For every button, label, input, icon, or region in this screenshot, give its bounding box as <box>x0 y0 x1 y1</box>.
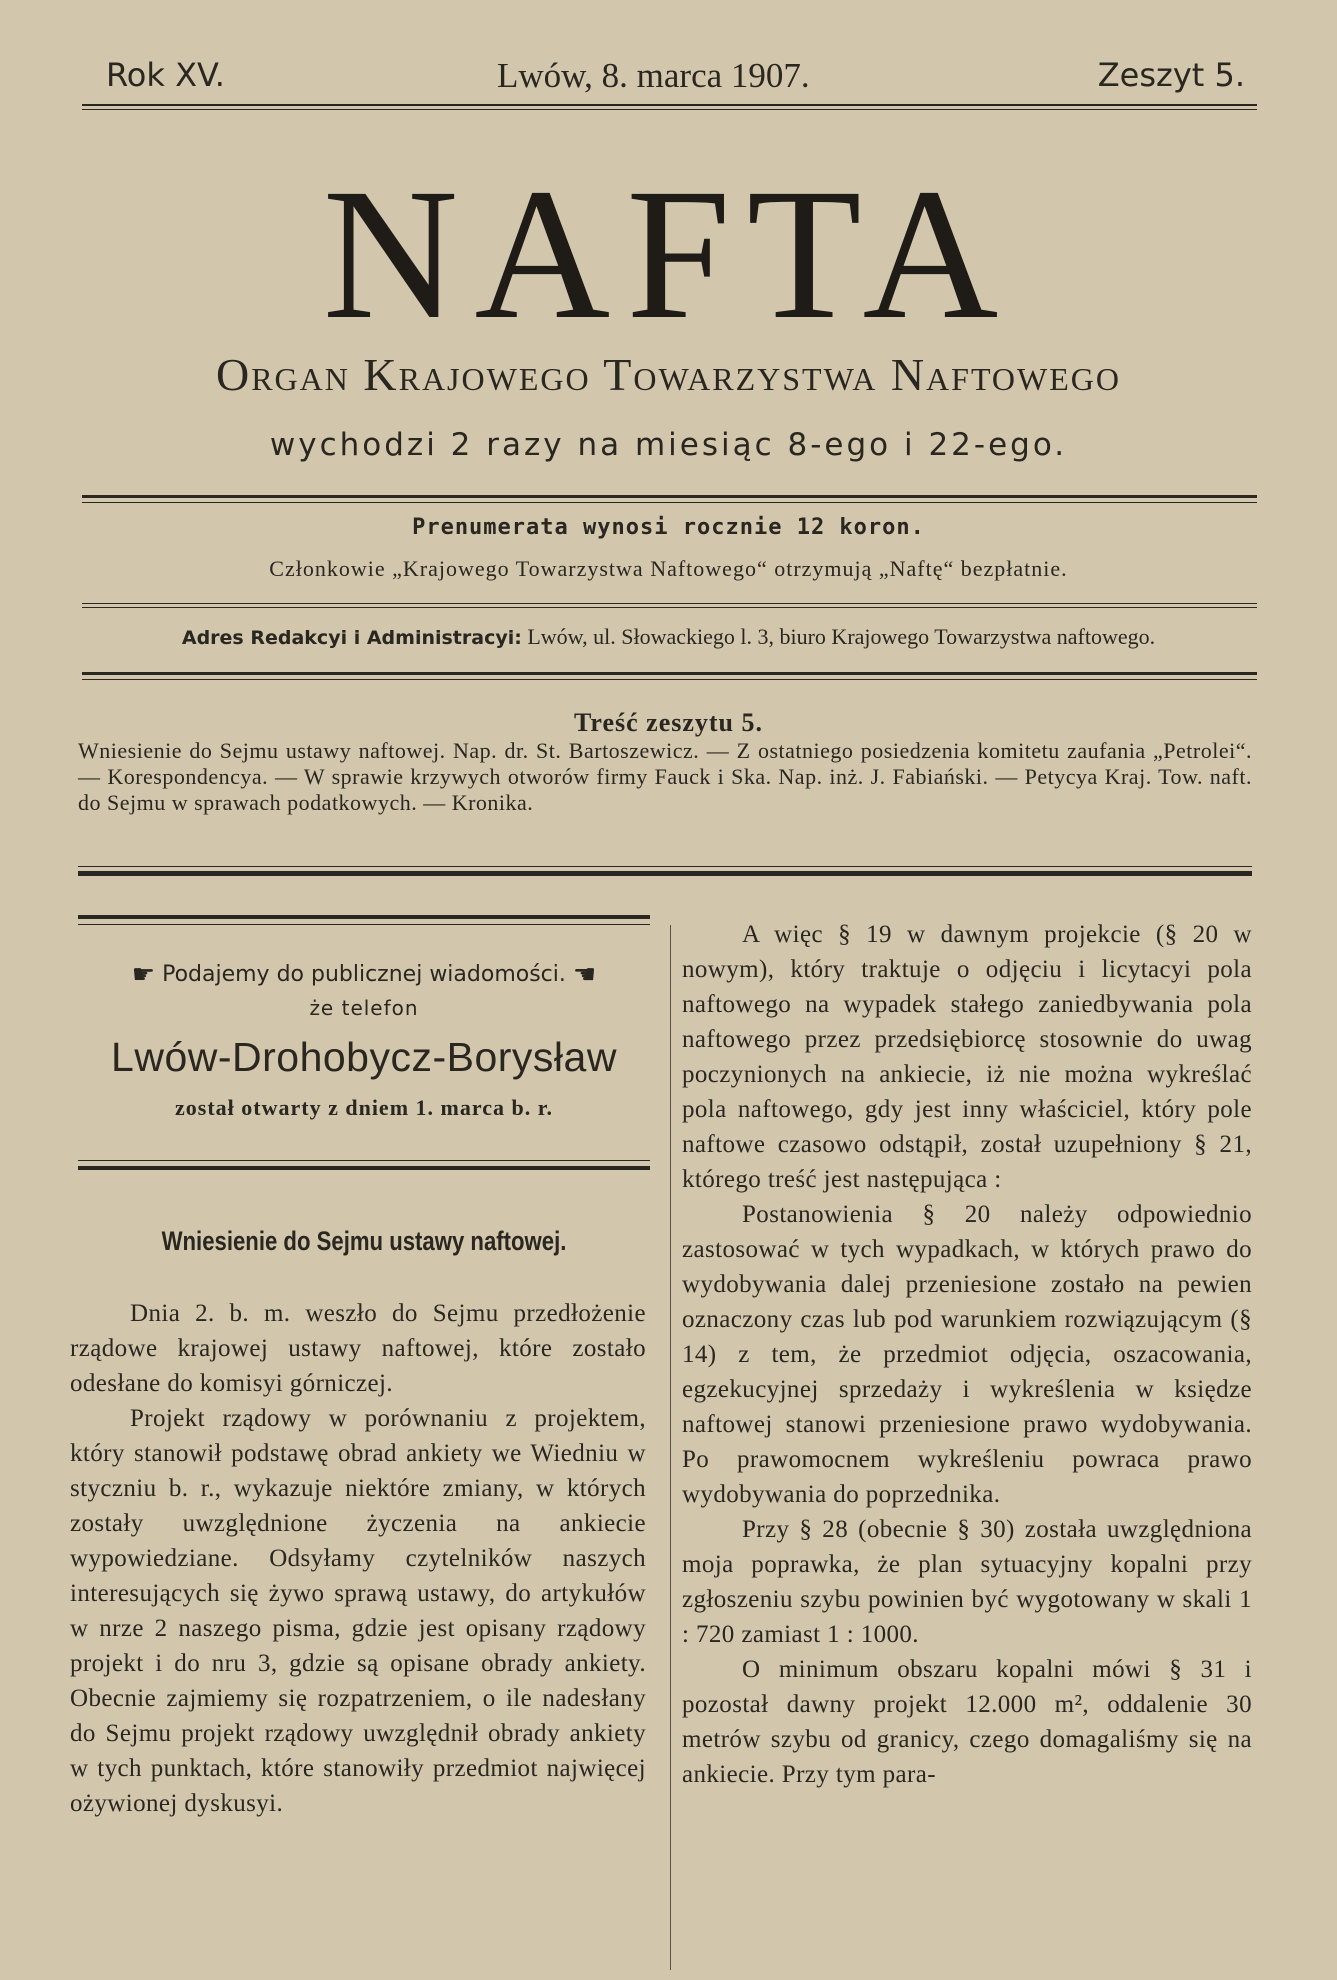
article-left-column <box>70 1296 646 1821</box>
article-paragraph: Przy § 28 (obecnie § 30) została uwzględniona moja poprawka, że plan sytuacyjny kopalni przy zgłoszeniu szybu powinien być wygotowany w skali 1 : 720 zamiast 1 : 1000. <box>682 1516 1252 1648</box>
subscription-price: Prenumerata wynosi rocznie 12 koron. <box>412 515 925 540</box>
notice-telephone-line: Lwów-Drohobycz-Borysław <box>111 1034 617 1080</box>
contents-rule-thin <box>78 866 1252 867</box>
notice-heading <box>78 960 650 990</box>
article-paragraph: Projekt rządowy w porównaniu z projektem, który stanowił podstawę obrad ankiety we Wiedniu w styczniu b. r., wykazuje niektóre zmiany, w których zostały uwzględnione życzenia na ankiecie wypowiedziane. Odsyłamy czytelników naszych interesujących się żywo sprawą ustawy, do artykułów w nrze 2 naszego pisma, gdzie jest opisany rządowy projekt i do nru 3, gdzie są opisane obrady ankiety. Obecnie zajmiemy się rozpatrzeniem, o ile nadesłany do Sejmu projekt rządowy uwzględnił obrady ankiety w tych punktach, które stanowiły przedmiot najwięcej ożywionej dyskusyi. <box>70 1405 646 1817</box>
notice-subheading: że telefon <box>309 996 419 1020</box>
notice-rule-top-thick <box>78 915 650 919</box>
members-note: Członkowie „Krajowego Towarzystwa Naftowego“ otrzymują „Naftę“ bezpłatnie. <box>269 556 1068 581</box>
article-paragraph: Dnia 2. b. m. weszło do Sejmu przedłożenie rządowe krajowej ustawy naftowej, które zostało odesłane do komisyi górniczej. <box>70 1300 646 1397</box>
contents-title: Treść zeszytu 5. <box>573 708 764 737</box>
issue-number: Zeszyt 5. <box>1097 56 1245 94</box>
address-label: Adres Redakcyi i Administracyi: <box>181 627 522 649</box>
contents-rule-thick <box>78 871 1252 876</box>
column-divider <box>670 925 671 1970</box>
notice-heading-text: Podajemy do publicznej wiadomości. <box>162 962 566 987</box>
notice-rule-bottom-thin <box>78 1160 650 1161</box>
masthead-rule-thin <box>82 502 1257 503</box>
masthead-rule-thick <box>82 495 1257 498</box>
masthead-title: NAFTA <box>322 149 1015 358</box>
volume-number: Rok XV. <box>106 56 225 94</box>
article-paragraph: A więc § 19 w dawnym projekcie (§ 20 w nowym), który traktuje o odjęciu i licytacyi pola naftowego na wypadek stałego zaniedbywania pola naftowego przez przedsiębiorcę stosownie do uwag poczynionych na ankiecie, iż nie można wykreślać pola naftowego, gdy jest inny właściciel, który pole naftowe czasowo odstąpił, został uzupełniony § 21, którego treść jest następująca : <box>682 921 1252 1193</box>
contents-text: Wniesienie do Sejmu ustawy naftowej. Nap. dr. St. Bartoszewicz. — Z ostatniego posiedzenia komitetu zaufania „Petrolei“. — Korespondencya. — W sprawie krzywych otworów firmy Fauck i Ska. Nap. inż. J. Fabiański. — Petycya Kraj. Tow. naft. do Sejmu w sprawach podatkowych. — Kronika. <box>78 738 1252 815</box>
members-rule-2 <box>82 607 1257 608</box>
address-text: Lwów, ul. Słowackiego l. 3, biuro Krajowego Towarzystwa naftowego. <box>527 624 1156 649</box>
article-paragraph: O minimum obszaru kopalni mówi § 31 i pozostał dawny projekt 12.000 m², oddalenie 30 metrów szybu od granicy, czego domagaliśmy się na ankiecie. Przy tym para- <box>682 1656 1252 1788</box>
telephone-notice <box>78 960 650 1121</box>
address-rule-thin <box>82 679 1257 680</box>
editorial-address <box>0 624 1337 650</box>
article-paragraph: Postanowienia § 20 należy odpowiednio zastosować w tych wypadkach, w których prawo do wydobywania dalej przeniesione zostało na pewien oznaczony czas lub pod warunkiem rozwiązującym (§ 14) z tem, że przedmiot odjęcia, oszacowania, egzekucyjnej sprzedaży i wykreślenia w księdze naftowej stanowi przeniesione prawo wydobywania. Po prawomocnem wykreśleniu powraca prawo wydobywania do poprzednika. <box>682 1201 1252 1508</box>
address-rule-thick <box>82 672 1257 675</box>
notice-rule-top-thin <box>78 924 650 925</box>
publication-frequency: wychodzi 2 razy na miesiąc 8-ego i 22-ego. <box>269 427 1068 463</box>
header-rule-thin <box>82 109 1257 110</box>
pointing-hand-right-icon: ☛ <box>131 960 156 990</box>
header-rule <box>82 104 1257 106</box>
place-and-date: Lwów, 8. marca 1907. <box>497 56 810 95</box>
members-rule <box>82 603 1257 604</box>
notice-opening-date: został otwarty z dniem 1. marca b. r. <box>175 1095 553 1120</box>
article-right-column <box>682 917 1252 1792</box>
article-title: Wniesienie do Sejmu ustawy naftowej. <box>161 1226 567 1256</box>
masthead-subtitle: Organ Krajowego Towarzystwa Naftowego <box>215 349 1122 400</box>
notice-rule-bottom-thick <box>78 1166 650 1170</box>
pointing-hand-left-icon: ☚ <box>572 960 597 990</box>
